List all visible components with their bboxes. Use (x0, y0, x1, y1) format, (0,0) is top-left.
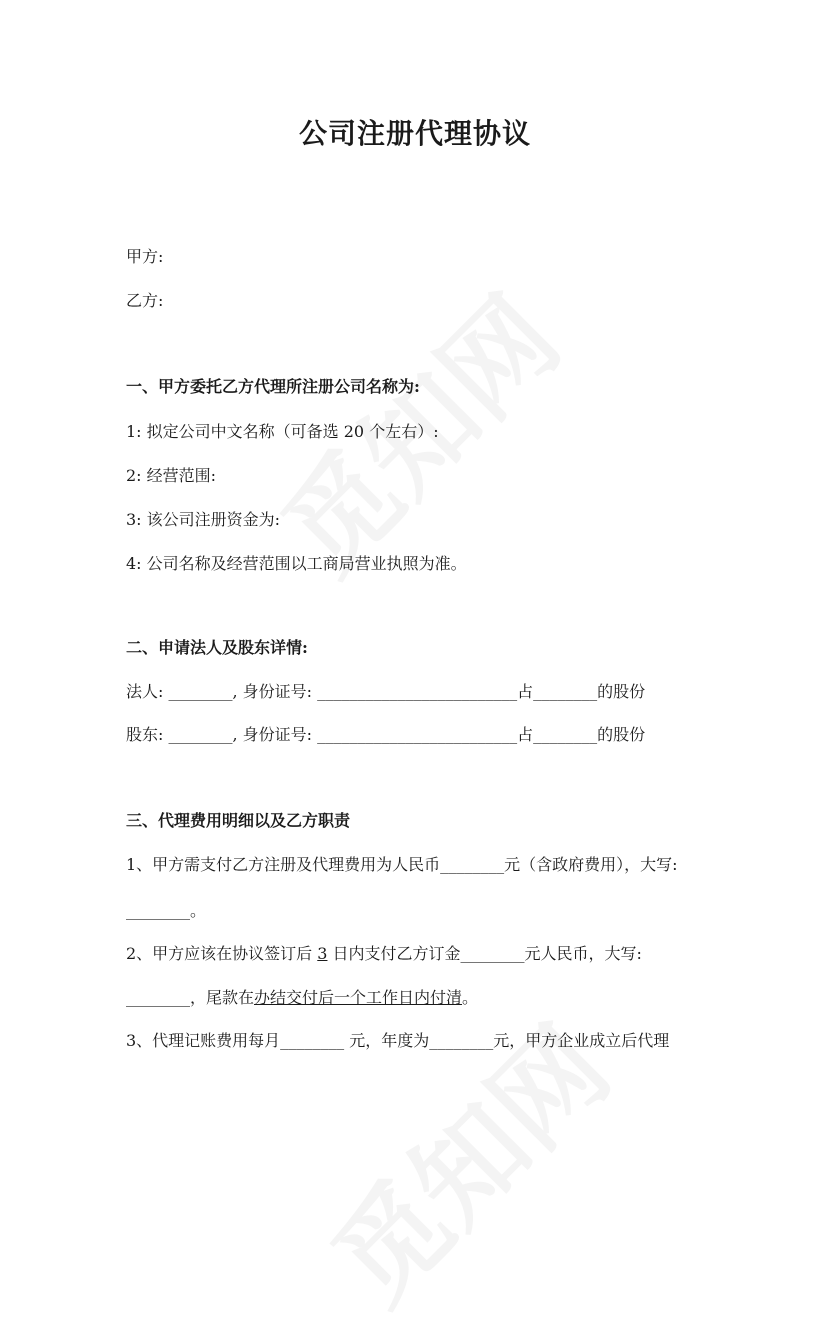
section3-heading: 三、代理费用明细以及乙方职责 (126, 811, 351, 830)
section3-p2-line2 (126, 985, 478, 1008)
section3-p1-line1: 1、甲方需支付乙方注册及代理费用为人民币________元（含政府费用），大写: (126, 855, 678, 874)
section1-item: 4: 公司名称及经营范围以工商局营业执照为准。 (126, 554, 467, 573)
p2-post-text: 日内支付乙方订金________元人民币，大写: (327, 944, 642, 963)
party-a-label: 甲方: (126, 247, 164, 266)
shareholder-line: 股东: ________, 身份证号: _________________________占________的股份 (126, 725, 646, 744)
p2-underlined-text: 办结交付后一个工作日内付清 (254, 988, 463, 1007)
section3-p1-line2: ________。 (126, 901, 207, 920)
section2-heading: 二、申请法人及股东详情: (126, 638, 308, 657)
section1-item: 2: 经营范围: (126, 466, 217, 485)
section3-p3-line1: 3、代理记账费用每月________ 元，年度为________元，甲方企业成立后代理 (126, 1031, 670, 1050)
section1-item: 1: 拟定公司中文名称（可备选 20 个左右）: (126, 422, 439, 441)
section1-heading: 一、甲方委托乙方代理所注册公司名称为: (126, 377, 420, 396)
section3-p2-line1 (126, 941, 642, 964)
legal-person-line: 法人: ________, 身份证号: _________________________占________的股份 (126, 682, 646, 701)
p2-line2-post: 。 (462, 988, 479, 1007)
p2-days-value: 3 (317, 944, 328, 963)
p2-pre-text: 2、甲方应该在协议签订后 (126, 944, 318, 963)
document-title: 公司注册代理协议 (298, 117, 531, 150)
party-b-label: 乙方: (126, 291, 164, 310)
p2-line2-pre: ________，尾款在 (126, 988, 255, 1007)
section1-item: 3: 该公司注册资金为: (126, 510, 281, 529)
